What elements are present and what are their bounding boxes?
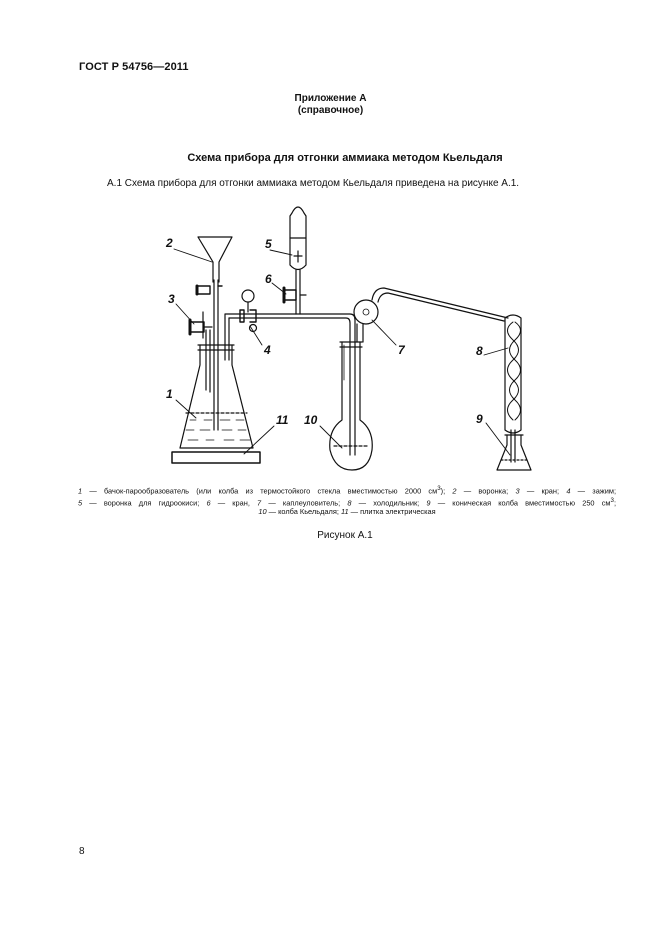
callout-10: 10 bbox=[304, 413, 318, 427]
figure-legend-line-1: 1 — бачок-парообразователь (или колба из термостойкого стекла вместимостью 2000 $см^3$); 2 — воронка; 3 — кран; 4 — зажим; bbox=[78, 485, 617, 496]
kjeldahl-flask bbox=[330, 342, 373, 470]
appendix-note: (справочное) bbox=[297, 105, 364, 116]
callout-1: 1 bbox=[166, 387, 173, 401]
document-header: ГОСТ Р 54756—2011 bbox=[79, 61, 189, 73]
page-number: 8 bbox=[79, 846, 85, 857]
conical-flask bbox=[497, 435, 531, 470]
callout-5: 5 bbox=[265, 237, 272, 251]
distillate-tube bbox=[372, 288, 508, 318]
steam-generator-flask bbox=[180, 345, 253, 448]
funnel bbox=[198, 237, 232, 282]
callout-2: 2 bbox=[166, 236, 173, 250]
valve-3 bbox=[190, 322, 204, 332]
hot-plate bbox=[172, 452, 260, 463]
callout-9: 9 bbox=[476, 412, 483, 426]
callout-11: 11 bbox=[276, 413, 289, 427]
callout-3: 3 bbox=[168, 292, 175, 306]
callout-4: 4 bbox=[264, 343, 271, 357]
callout-7: 7 bbox=[398, 343, 405, 357]
intro-paragraph: А.1 Схема прибора для отгонки аммиака методом Кьельдаля приведена на рисунке А.1. bbox=[107, 178, 520, 189]
figure-legend-line-3: 10 — колба Кьельдаля; 11 — плитка электрическая bbox=[258, 507, 436, 516]
callout-6: 6 bbox=[265, 272, 272, 286]
callout-8: 8 bbox=[476, 344, 483, 358]
droplet-trap bbox=[354, 300, 378, 324]
figure-legend-line-2: 5 — воронка для гидроокиси; 6 — кран, 7 — каплеуловитель; 8 — холодильник; 9 — коническая колба вместимостью 250 $см^3$; bbox=[78, 497, 616, 508]
figure-caption: Рисунок А.1 bbox=[317, 530, 373, 541]
section-title: Схема прибора для отгонки аммиака методом Кьельдаля bbox=[187, 152, 503, 164]
valve-6 bbox=[284, 290, 296, 300]
appendix-title: Приложение А bbox=[294, 93, 367, 104]
